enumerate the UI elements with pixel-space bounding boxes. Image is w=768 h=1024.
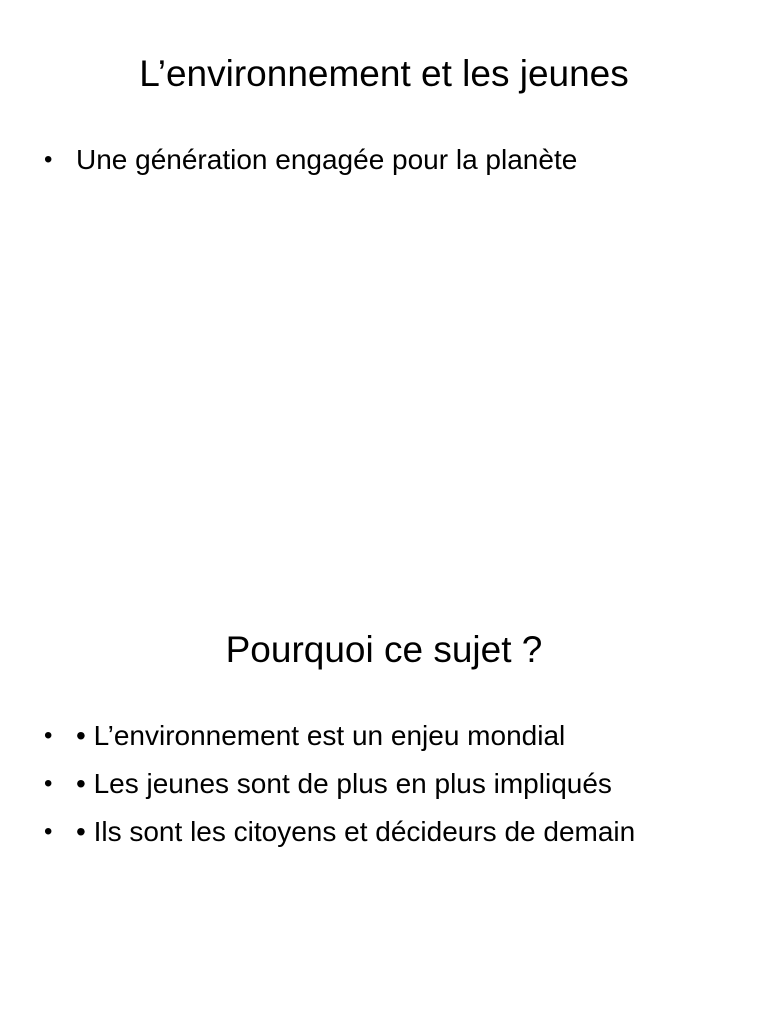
bullet-list: [44, 719, 635, 863]
slide-title: L’environnement et les jeunes: [139, 53, 629, 94]
bullet-marker: •: [44, 770, 53, 797]
bullet-marker: •: [44, 722, 53, 749]
slide-2: [0, 576, 768, 1024]
bullet-text: • L’environnement est un enjeu mondial: [76, 720, 566, 751]
list-item: [44, 767, 635, 801]
slide-title: Pourquoi ce sujet ?: [225, 629, 543, 670]
list-item: [44, 719, 635, 753]
bullet-marker: •: [44, 818, 53, 845]
bullet-list: [44, 143, 577, 191]
list-item: [44, 143, 577, 177]
bullet-text: • Ils sont les citoyens et décideurs de demain: [76, 816, 636, 847]
bullet-text: Une génération engagée pour la planète: [76, 144, 578, 175]
bullet-text: • Les jeunes sont de plus en plus impliqués: [76, 768, 612, 799]
list-item: [44, 815, 635, 849]
bullet-marker: •: [44, 146, 53, 173]
